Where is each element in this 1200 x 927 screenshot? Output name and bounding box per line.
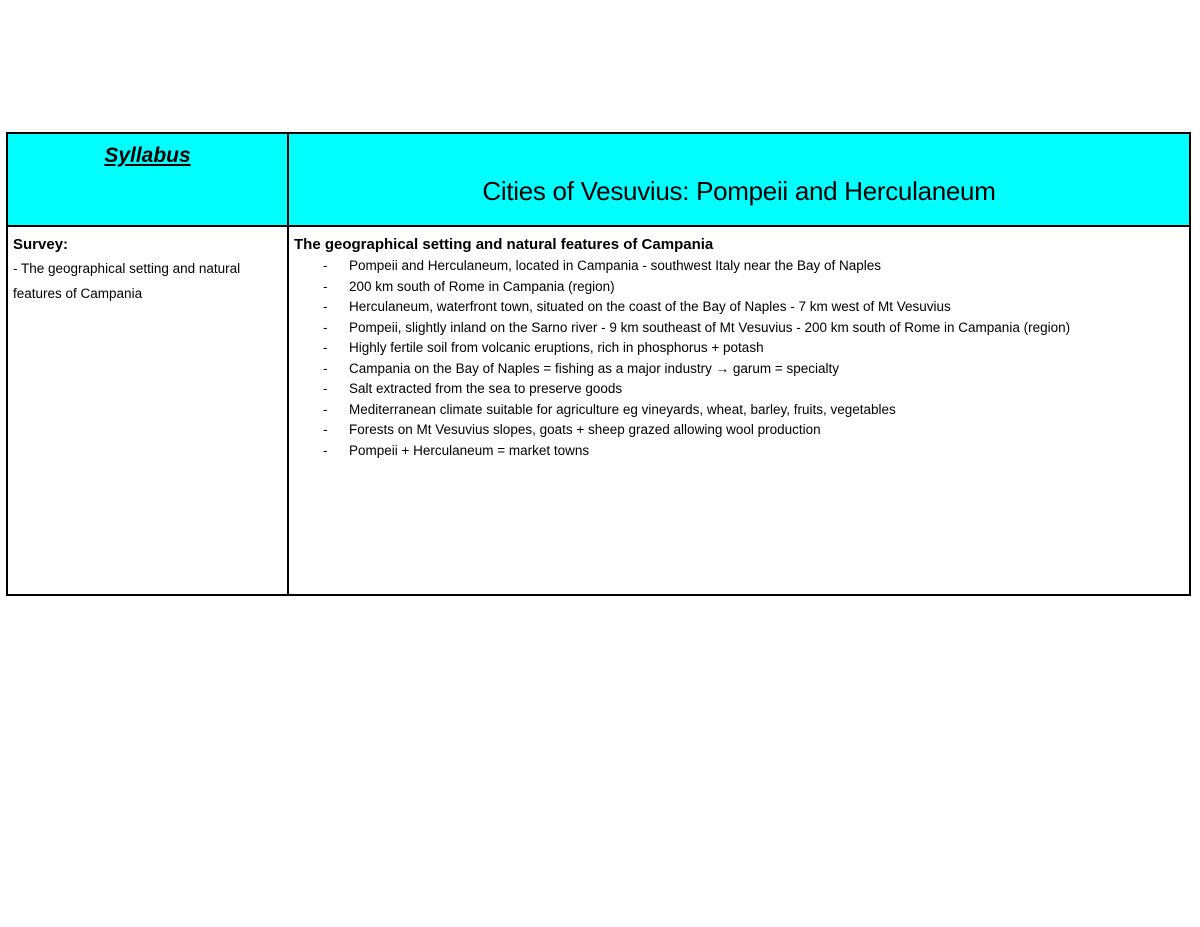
- list-item-text: Salt extracted from the sea to preserve goods: [349, 381, 623, 396]
- survey-text: - The geographical setting and natural features of Campania: [13, 261, 241, 301]
- list-item-text: Campania on the Bay of Naples = fishing as a major industry → garum = specialty: [349, 360, 839, 376]
- survey-heading: Survey:: [13, 236, 69, 253]
- list-item-text: Pompeii, slightly inland on the Sarno river - 9 km southeast of Mt Vesuvius - 200 km south of Rome in Campania (region): [349, 319, 1071, 335]
- bullet-list: [294, 256, 1183, 461]
- list-item: [294, 441, 1183, 462]
- list-item: [294, 318, 1183, 339]
- dash-bullet-icon: -: [323, 422, 328, 437]
- dash-bullet-icon: -: [323, 401, 328, 417]
- dash-bullet-icon: -: [323, 319, 328, 335]
- list-item: [294, 338, 1183, 359]
- section-heading: The geographical setting and natural features of Campania: [294, 236, 714, 253]
- content-cell: [289, 227, 1189, 594]
- list-item-text: Herculaneum, waterfront town, situated on the coast of the Bay of Naples - 7 km west of Mt Vesuvius: [349, 299, 951, 314]
- header-left-cell: [8, 134, 289, 227]
- list-item-text: Mediterranean climate suitable for agriculture eg vineyards, wheat, barley, fruits, vegetables: [349, 401, 896, 417]
- list-item: [294, 297, 1183, 318]
- list-item: [294, 420, 1183, 441]
- syllabus-table: [6, 132, 1191, 596]
- list-item-text: Forests on Mt Vesuvius slopes, goats + sheep grazed allowing wool production: [349, 422, 821, 437]
- dash-bullet-icon: -: [323, 258, 328, 273]
- header-right-cell: [289, 134, 1189, 227]
- dash-bullet-icon: -: [323, 381, 328, 396]
- list-item-text: Pompeii + Herculaneum = market towns: [349, 442, 590, 458]
- list-item-text: Highly fertile soil from volcanic eruptions, rich in phosphorus + potash: [349, 340, 764, 355]
- page-title: Cities of Vesuvius: Pompeii and Herculaneum: [482, 176, 996, 206]
- list-item: [294, 400, 1183, 421]
- list-item-text: Pompeii and Herculaneum, located in Campania - southwest Italy near the Bay of Naples: [349, 258, 882, 273]
- dash-bullet-icon: -: [323, 360, 328, 376]
- dash-bullet-icon: -: [323, 278, 328, 294]
- list-item: [294, 256, 1183, 277]
- survey-cell: [8, 227, 289, 594]
- dash-bullet-icon: -: [323, 340, 328, 355]
- list-item-text: 200 km south of Rome in Campania (region): [349, 278, 615, 294]
- dash-bullet-icon: -: [323, 442, 328, 458]
- list-item: [294, 379, 1183, 400]
- list-item: [294, 277, 1183, 298]
- syllabus-label: Syllabus: [104, 144, 191, 167]
- dash-bullet-icon: -: [323, 299, 328, 314]
- list-item: [294, 359, 1183, 380]
